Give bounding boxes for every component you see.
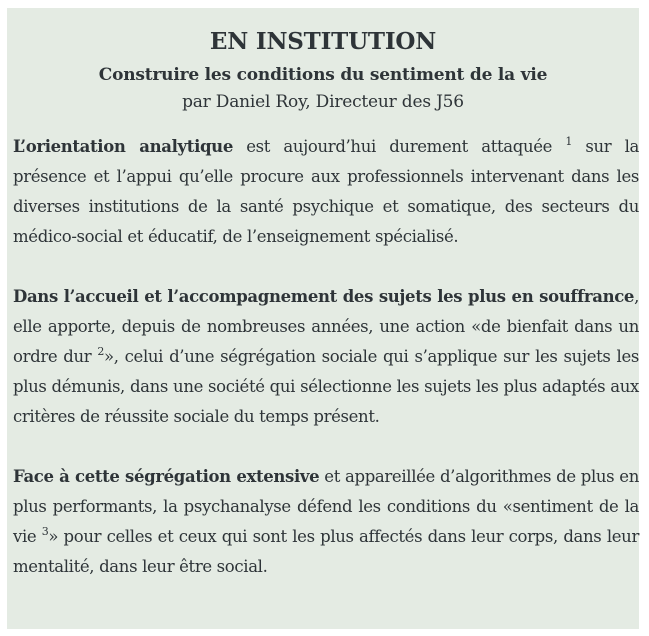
paragraph-2-text-1: , elle apporte, depuis de nombreuses années, une action «de bienfait dans un ordre dur bbox=[13, 287, 639, 366]
article-byline: par Daniel Roy, Directeur des J56 bbox=[182, 92, 464, 112]
paragraph-1-text-1: est aujourd’hui durement attaquée bbox=[232, 137, 566, 156]
footnote-ref-2: 2 bbox=[97, 345, 104, 358]
paragraph-2-text-2: », celui d’une ségrégation sociale qui s’applique sur les sujets les plus démunis, dans une société qui sélectionne les sujets les plus adaptés aux critères de réussite sociale du temps présent. bbox=[13, 347, 639, 426]
paragraph-3 bbox=[13, 462, 639, 582]
paragraph-3-text-2: » pour celles et ceux qui sont les plus affectés dans leur corps, dans leur mentalité, dans leur être social. bbox=[13, 527, 639, 576]
article-title: EN INSTITUTION bbox=[209, 28, 437, 55]
footnote-ref-1: 1 bbox=[565, 135, 573, 148]
footnote-ref-3: 3 bbox=[41, 525, 49, 538]
paragraph-1 bbox=[13, 132, 639, 252]
paragraph-3-lead: Face à cette ségrégation extensive bbox=[13, 467, 320, 486]
article-panel bbox=[7, 8, 639, 629]
paragraph-2-lead: Dans l’accueil et l’accompagnement des sujets les plus en souffrance bbox=[13, 287, 635, 306]
paragraph-1-text-2: sur la présence et l’appui qu’elle procure aux professionnels intervenant dans les diverses institutions de la santé psychique et somatique, des secteurs du médico-social et éducatif, de l’enseignement spécialisé. bbox=[13, 137, 639, 246]
paragraph-3-text-1: et appareillée d’algorithmes de plus en plus performants, la psychanalyse défend les conditions du «sentiment de la vie bbox=[13, 467, 639, 546]
article-subtitle: Construire les conditions du sentiment de la vie bbox=[98, 65, 548, 85]
paragraph-2 bbox=[13, 282, 639, 432]
paragraph-1-lead: L’orientation analytique bbox=[13, 137, 233, 156]
